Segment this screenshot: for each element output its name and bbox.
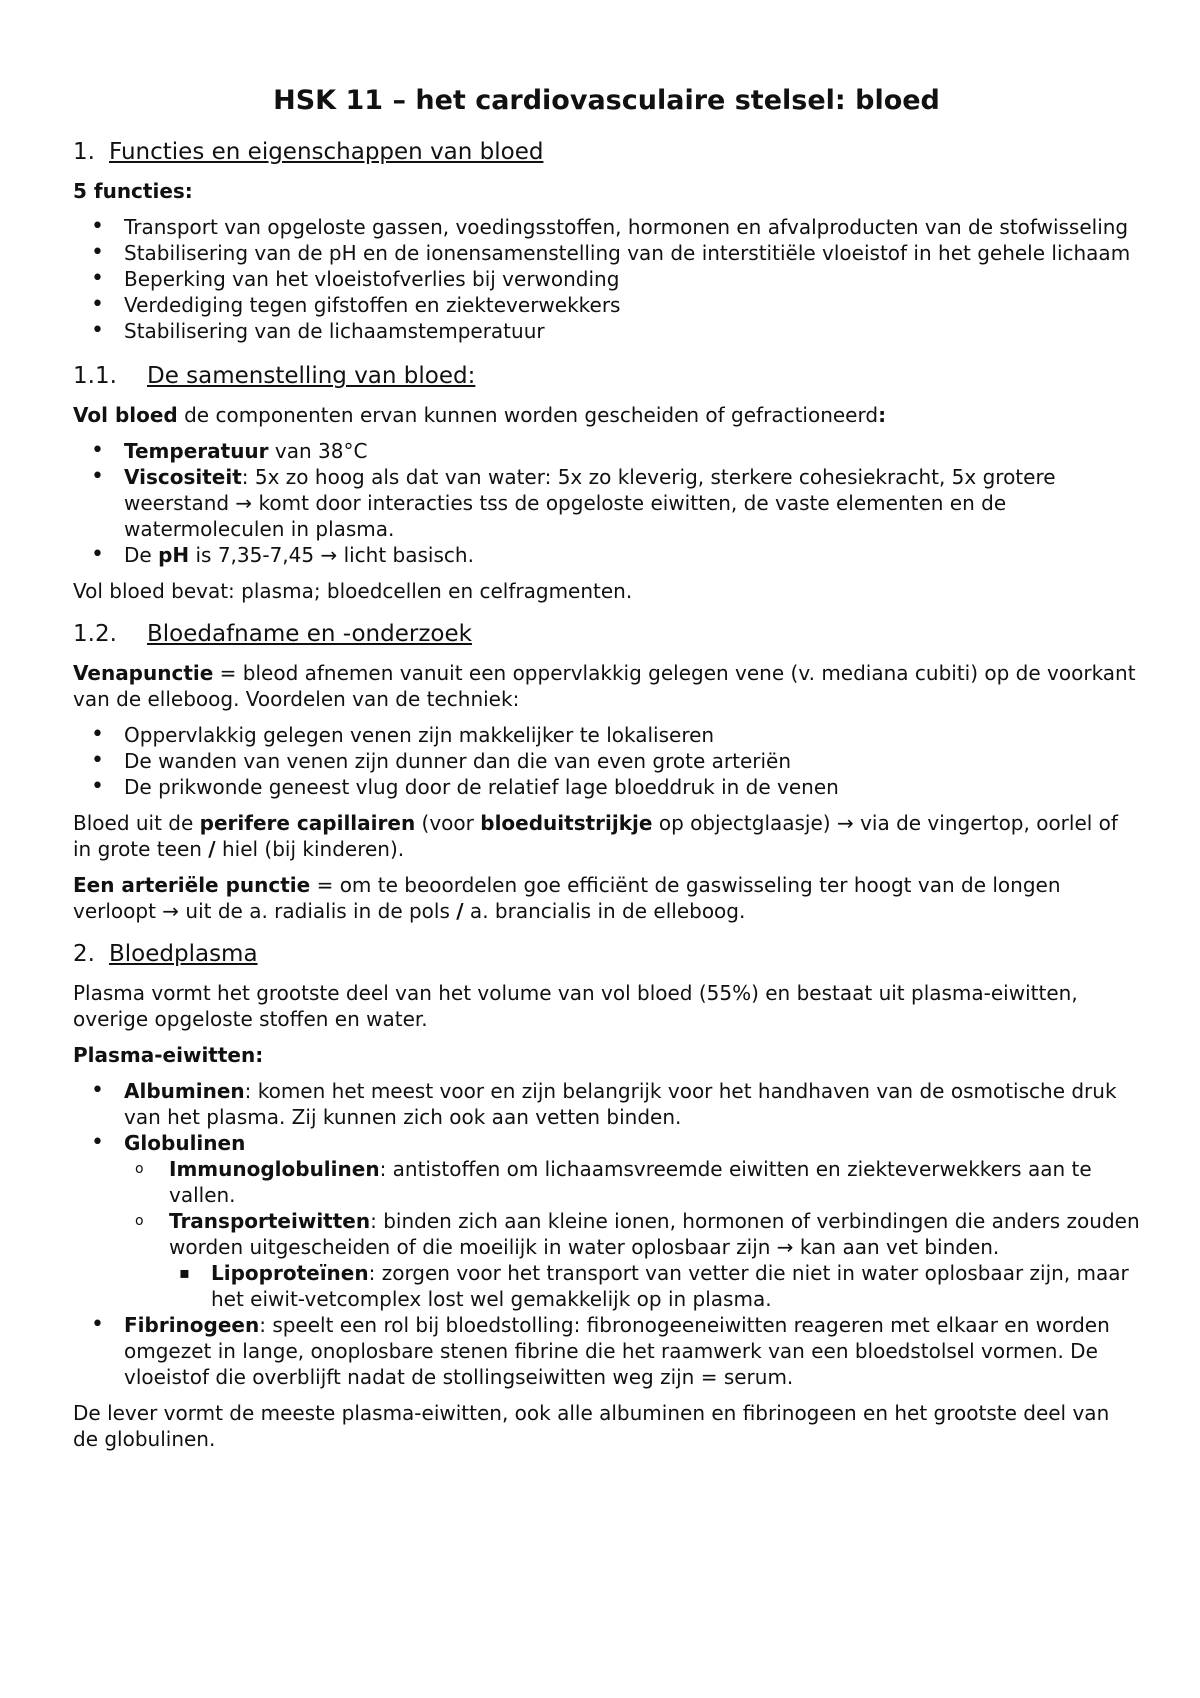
- text: : speelt een rol bij bloedstolling: fibronogeeneiwitten reageren met elkaar en worden omgezet in lange, onoplosbare stenen fibrine die het raamwerk van een bloedstolsel vormen. De vloeistof die overblijft nadat de stollingseiwitten weg zijn = serum.: [124, 1313, 1110, 1389]
- properties-list: [73, 438, 1140, 568]
- text: /: [208, 837, 216, 861]
- advantages-list: [73, 722, 1140, 800]
- plasma-proteins-list: [73, 1078, 1140, 1390]
- list-item: • De prikwonde geneest vlug door de relatief lage bloeddruk in de venen: [73, 774, 1140, 800]
- section-1-1-heading: [73, 356, 1140, 396]
- section-title: Functies en eigenschappen van bloed: [109, 139, 544, 165]
- text: is 7,35-7,45 → licht basisch.: [189, 543, 474, 567]
- term: Viscositeit: [124, 465, 242, 489]
- text: (voor: [415, 811, 481, 835]
- section-1-heading: [73, 132, 1140, 172]
- composition-intro: [73, 402, 1140, 428]
- list-item: [73, 1208, 1140, 1312]
- arterial-paragraph: [73, 872, 1140, 924]
- text: hiel (bij kinderen).: [215, 837, 405, 861]
- functions-label: 5 functies:: [73, 179, 193, 203]
- section-number: 1.1.: [73, 363, 117, 389]
- text: : zorgen voor het transport van vetter die niet in water oplosbaar zijn, maar het eiwit-vetcomplex lost wel gemakkelijk op in plasma.: [211, 1261, 1129, 1311]
- section-1-2-heading: [73, 614, 1140, 654]
- plasma-proteins-label: Plasma-eiwitten:: [73, 1043, 264, 1067]
- plasma-outro: De lever vormt de meeste plasma-eiwitten, ook alle albuminen en fibrinogeen en het grootste deel van de globulinen.: [73, 1401, 1110, 1451]
- section-number: 2.: [73, 941, 95, 967]
- section-title: De samenstelling van bloed:: [147, 363, 476, 389]
- term: Transporteiwitten: [169, 1209, 371, 1233]
- text: : 5x zo hoog als dat van water: 5x zo kleverig, sterkere cohesiekracht, 5x grotere weerstand → komt door interacties tss de opgeloste eiwitten, de vaste elementen en de watermoleculen in plasma.: [124, 465, 1056, 541]
- list-item: [73, 1260, 1140, 1312]
- list-item: • Verdediging tegen gifstoffen en ziekteverwekkers: [73, 292, 1140, 318]
- text: : binden zich aan kleine ionen, hormonen of verbindingen die anders zouden worden uitgescheiden of die moeilijk in water oplosbaar zijn → kan aan vet binden.: [169, 1209, 1140, 1259]
- composition-outro: Vol bloed bevat: plasma; bloedcellen en celfragmenten.: [73, 579, 633, 603]
- section-2-heading: [73, 934, 1140, 974]
- term: perifere capillairen: [199, 811, 416, 835]
- term: Immunoglobulinen: [169, 1157, 380, 1181]
- list-item: [73, 1130, 1140, 1312]
- text: /: [456, 899, 464, 923]
- text: = bleod afnemen vanuit een oppervlakkig gelegen vene (v. mediana cubiti) op de voorkant van de elleboog. Voordelen van de techniek:: [73, 661, 1136, 711]
- section-number: 1.: [73, 139, 95, 165]
- document-title: HSK 11 – het cardiovasculaire stelsel: bloed: [273, 85, 940, 116]
- list-item: • Stabilisering van de lichaamstemperatuur: [73, 318, 1140, 344]
- text: a. brancialis in de elleboog.: [463, 899, 746, 923]
- list-item: [73, 438, 1140, 464]
- text: :: [878, 403, 887, 427]
- plasma-intro: Plasma vormt het grootste deel van het volume van vol bloed (55%) en bestaat uit plasma-eiwitten, overige opgeloste stoffen en water.: [73, 981, 1078, 1031]
- text: = om te beoordelen goe efficiënt de gaswisseling ter hoogt van de longen verloopt → uit de a. radialis in de pols: [73, 873, 1061, 923]
- term: Temperatuur: [124, 439, 269, 463]
- list-item: • Stabilisering van de pH en de ionensamenstelling van de interstitiële vloeistof in het gehele lichaam: [73, 240, 1140, 266]
- list-item: [73, 1312, 1140, 1390]
- text: van 38°C: [268, 439, 368, 463]
- list-item: [73, 464, 1140, 542]
- capillary-paragraph: [73, 810, 1140, 862]
- transport-sublist: [169, 1260, 1140, 1312]
- section-title: Bloedafname en -onderzoek: [147, 621, 472, 647]
- venapunctie-paragraph: [73, 660, 1140, 712]
- term: pH: [158, 543, 190, 567]
- list-item: • Oppervlakkig gelegen venen zijn makkelijker te lokaliseren: [73, 722, 1140, 748]
- term: Venapunctie: [73, 661, 214, 685]
- term: Globulinen: [124, 1131, 246, 1155]
- text: : antistoffen om lichaamsvreemde eiwitten en ziekteverwekkers aan te vallen.: [169, 1157, 1092, 1207]
- functions-list: [73, 214, 1140, 344]
- list-item: [73, 1156, 1140, 1208]
- section-number: 1.2.: [73, 621, 117, 647]
- text: de componenten ervan kunnen worden gescheiden of gefractioneerd: [177, 403, 879, 427]
- term: Een arteriële punctie: [73, 873, 311, 897]
- term: Albuminen: [124, 1079, 245, 1103]
- list-item: • De wanden van venen zijn dunner dan die van even grote arteriën: [73, 748, 1140, 774]
- term: bloeduitstrijkje: [480, 811, 653, 835]
- text: De: [124, 543, 159, 567]
- section-title: Bloedplasma: [109, 941, 258, 967]
- text: Bloed uit de: [73, 811, 200, 835]
- term: Lipoproteïnen: [211, 1261, 369, 1285]
- text: : komen het meest voor en zijn belangrijk voor het handhaven van de osmotische druk van het plasma. Zij kunnen zich ook aan vetten binden.: [124, 1079, 1117, 1129]
- list-item: • Beperking van het vloeistofverlies bij verwonding: [73, 266, 1140, 292]
- term: Fibrinogeen: [124, 1313, 260, 1337]
- list-item: • Transport van opgeloste gassen, voedingsstoffen, hormonen en afvalproducten van de stofwisseling: [73, 214, 1140, 240]
- list-item: [73, 1078, 1140, 1130]
- text: op objectglaasje) → via de vingertop, oorlel of in grote teen: [73, 811, 1118, 861]
- globulins-sublist: [124, 1156, 1140, 1312]
- term: Vol bloed: [73, 403, 178, 427]
- list-item: [73, 542, 1140, 568]
